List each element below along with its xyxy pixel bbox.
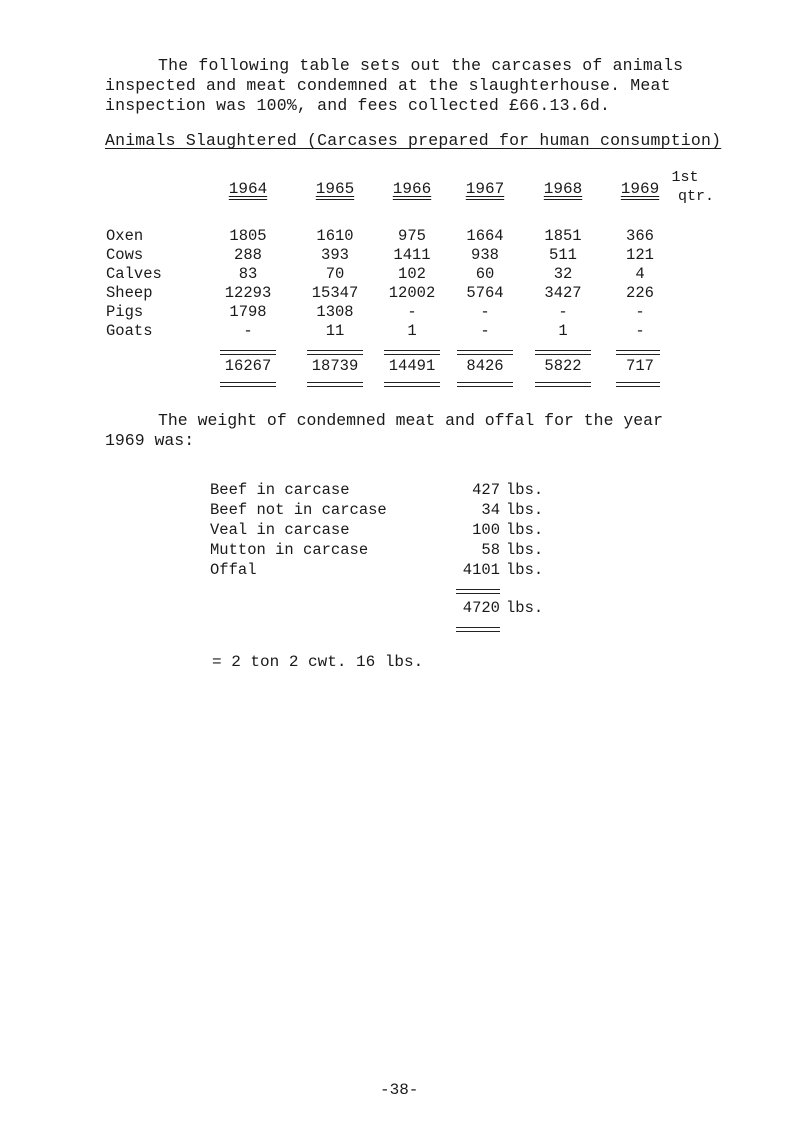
weight-value: 4101 xyxy=(462,561,500,579)
table-row xyxy=(0,322,800,342)
table-cell: 1851 xyxy=(544,227,582,245)
weight-value: 58 xyxy=(481,541,500,559)
table-cell: 938 xyxy=(471,246,499,264)
weight-label: Veal in carcase xyxy=(210,521,350,539)
table-cell: 975 xyxy=(398,227,426,245)
table-header-row xyxy=(0,168,800,208)
row-label: Pigs xyxy=(106,303,144,321)
column-rule xyxy=(307,350,363,355)
weight-label: Offal xyxy=(210,561,257,579)
table-cell: 1610 xyxy=(316,227,354,245)
weights-rule xyxy=(456,589,500,594)
column-rule xyxy=(616,382,660,387)
row-label: Calves xyxy=(106,265,162,283)
weight-row xyxy=(210,561,660,581)
table-cell: - xyxy=(480,303,490,321)
column-rule xyxy=(535,382,591,387)
column-rule xyxy=(220,382,276,387)
table-cell: 60 xyxy=(475,265,495,283)
year-header: 1964 xyxy=(228,180,268,198)
weight-paragraph-line-1: The weight of condemned meat and offal for the year xyxy=(158,411,663,430)
weight-label: Beef in carcase xyxy=(210,481,350,499)
table-cell: - xyxy=(407,303,417,321)
weight-row xyxy=(210,541,660,561)
weight-value: 427 xyxy=(472,481,500,499)
weights-total-unit: lbs. xyxy=(506,599,544,617)
table-cell: 511 xyxy=(549,246,577,264)
table-cell: 1411 xyxy=(393,246,431,264)
column-rule xyxy=(220,350,276,355)
total-cell: 16267 xyxy=(224,357,272,375)
weight-equivalent: = 2 ton 2 cwt. 16 lbs. xyxy=(212,653,424,671)
intro-line-2: inspected and meat condemned at the slaughterhouse. Meat xyxy=(105,76,671,95)
total-cell: 8426 xyxy=(466,357,504,375)
total-cell: 18739 xyxy=(311,357,359,375)
table-row xyxy=(0,246,800,266)
column-rule xyxy=(307,382,363,387)
table-heading: Animals Slaughtered (Carcases prepared for human consumption) xyxy=(105,131,722,150)
weight-paragraph xyxy=(105,411,663,451)
year-header: 1969 xyxy=(620,180,660,198)
weight-unit: lbs. xyxy=(506,541,544,559)
table-cell: 70 xyxy=(325,265,345,283)
column-rule xyxy=(616,350,660,355)
weights-list xyxy=(210,481,660,617)
table-cell: 83 xyxy=(238,265,258,283)
intro-paragraph xyxy=(105,56,758,116)
table-row xyxy=(0,227,800,247)
table-row xyxy=(0,265,800,285)
table-cell: 1664 xyxy=(466,227,504,245)
row-label: Goats xyxy=(106,322,153,340)
column-rule xyxy=(384,350,440,355)
totals-row xyxy=(0,357,800,377)
table-cell: 1805 xyxy=(229,227,267,245)
quarter-note-line-1: 1st xyxy=(671,169,699,186)
table-cell: 11 xyxy=(325,322,345,340)
table-cell: - xyxy=(243,322,253,340)
table-cell: 366 xyxy=(626,227,654,245)
table-cell: 3427 xyxy=(544,284,582,302)
year-header: 1966 xyxy=(392,180,432,198)
intro-line-1: The following table sets out the carcases of animals xyxy=(158,56,684,75)
table-cell: 4 xyxy=(635,265,645,283)
weight-row xyxy=(210,481,660,501)
year-header: 1967 xyxy=(465,180,505,198)
weights-total-value: 4720 xyxy=(462,599,500,617)
weight-row xyxy=(210,521,660,541)
year-header: 1968 xyxy=(543,180,583,198)
weight-paragraph-line-2: 1969 was: xyxy=(105,431,195,450)
table-cell: 226 xyxy=(626,284,654,302)
weight-value: 100 xyxy=(472,521,500,539)
weight-label: Beef not in carcase xyxy=(210,501,387,519)
table-cell: 393 xyxy=(321,246,349,264)
page-number: -38- xyxy=(380,1081,419,1099)
total-cell: 717 xyxy=(626,357,654,375)
weight-label: Mutton in carcase xyxy=(210,541,369,559)
table-row xyxy=(0,303,800,323)
table-cell: 15347 xyxy=(311,284,359,302)
weight-unit: lbs. xyxy=(506,481,544,499)
weight-unit: lbs. xyxy=(506,561,544,579)
weight-unit: lbs. xyxy=(506,501,544,519)
total-cell: 5822 xyxy=(544,357,582,375)
weight-unit: lbs. xyxy=(506,521,544,539)
year-header: 1965 xyxy=(315,180,355,198)
table-cell: 1 xyxy=(407,322,417,340)
table-cell: - xyxy=(558,303,568,321)
total-cell: 14491 xyxy=(388,357,436,375)
table-cell: 1798 xyxy=(229,303,267,321)
table-cell: 1 xyxy=(558,322,568,340)
column-rule xyxy=(384,382,440,387)
table-cell: - xyxy=(635,322,645,340)
table-cell: - xyxy=(480,322,490,340)
table-cell: 5764 xyxy=(466,284,504,302)
weights-rule xyxy=(456,627,500,632)
quarter-note xyxy=(660,168,715,206)
row-label: Sheep xyxy=(106,284,153,302)
table-cell: 102 xyxy=(398,265,426,283)
table-row xyxy=(0,284,800,304)
weights-total-row xyxy=(210,599,660,619)
table-cell: 121 xyxy=(626,246,654,264)
table-cell: 12002 xyxy=(388,284,436,302)
table-cell: 12293 xyxy=(224,284,272,302)
row-label: Oxen xyxy=(106,227,144,245)
column-rule xyxy=(457,350,513,355)
table-cell: - xyxy=(635,303,645,321)
intro-line-3: inspection was 100%, and fees collected £66.13.6d. xyxy=(105,96,611,115)
column-rule xyxy=(535,350,591,355)
column-rule xyxy=(457,382,513,387)
table-cell: 288 xyxy=(234,246,262,264)
row-label: Cows xyxy=(106,246,144,264)
table-cell: 32 xyxy=(553,265,573,283)
table-cell: 1308 xyxy=(316,303,354,321)
quarter-note-line-2: qtr. xyxy=(678,188,715,205)
weight-row xyxy=(210,501,660,521)
weight-value: 34 xyxy=(481,501,500,519)
